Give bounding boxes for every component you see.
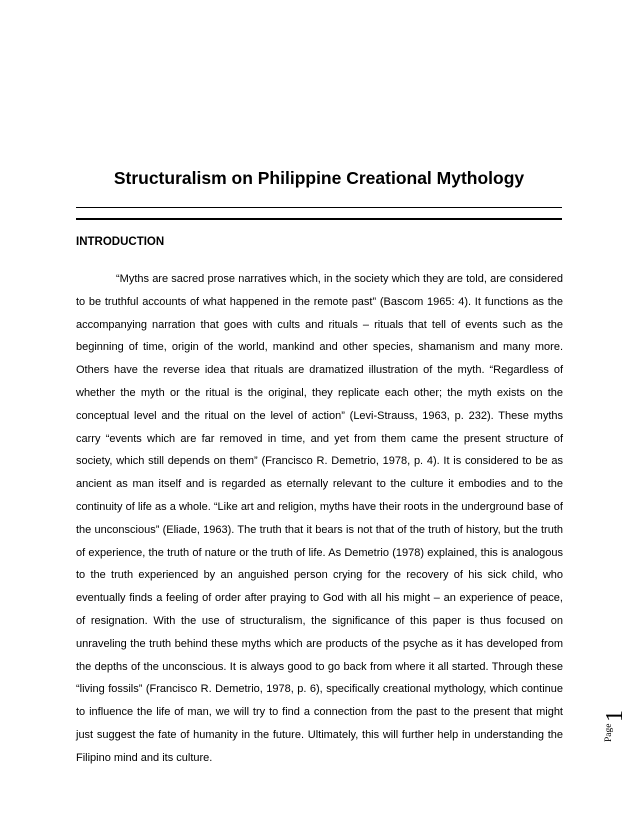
document-title: Structuralism on Philippine Creational Mythology: [113, 168, 525, 188]
title-underline-thin: [76, 207, 562, 208]
page-number: 1: [602, 710, 628, 722]
introduction-paragraph: “Myths are sacred prose narratives which, in the society which they are told, are considered to be truthful accounts of what happened in the remote past” (Bascom 1965: 4). It functions as the accompanying narration that goes with cults and rituals – rituals that tell of events such as the beginning of time, origin of the world, mankind and other species, shamanism and many more. Others have the reverse idea that rituals are dramatized illustration of the myth. “Regardless of whether the myth or the ritual is the original, they replicate each other; the myth exists on the conceptual level and the ritual on the level of action” (Levi-Strauss, 1963, p. 232). These myths carry “events which are far removed in time, and yet from them came the present structure of society, which still depends on them” (Francisco R. Demetrio, 1978, p. 4). It is considered to be as ancient as man itself and is regarded as eternally relevant to the culture it embodies and to the continuity of life as a whole. “Like art and religion, myths have their roots in the underground base of the unconscious” (Eliade, 1963). The truth that it bears is not that of the truth of history, but the truth of experience, the truth of nature or the truth of life. As Demetrio (1978) explained, this is analogous to the truth experienced by an anguished person crying for the recovery of his sick child, who eventually finds a feeling of order after praying to God with all his might – an experience of peace, of resignation. With the use of structuralism, the significance of this paper is thus focused on unraveling the truth behind these myths which are products of the psyche as it has developed from the depths of the unconscious. It is always good to go back from where it all started. Through these “living fossils” (Francisco R. Demetrio, 1978, p. 6), specifically creational mythology, which continue to influence the life of man, we will try to find a connection from the past to the present that might just suggest the fate of humanity in the future. Ultimately, this will further help in understanding the Filipino mind and its culture.: [76, 273, 563, 764]
page-label: Page: [604, 723, 614, 742]
section-heading: INTRODUCTION: [76, 236, 165, 248]
title-underline-thick: [76, 218, 562, 220]
